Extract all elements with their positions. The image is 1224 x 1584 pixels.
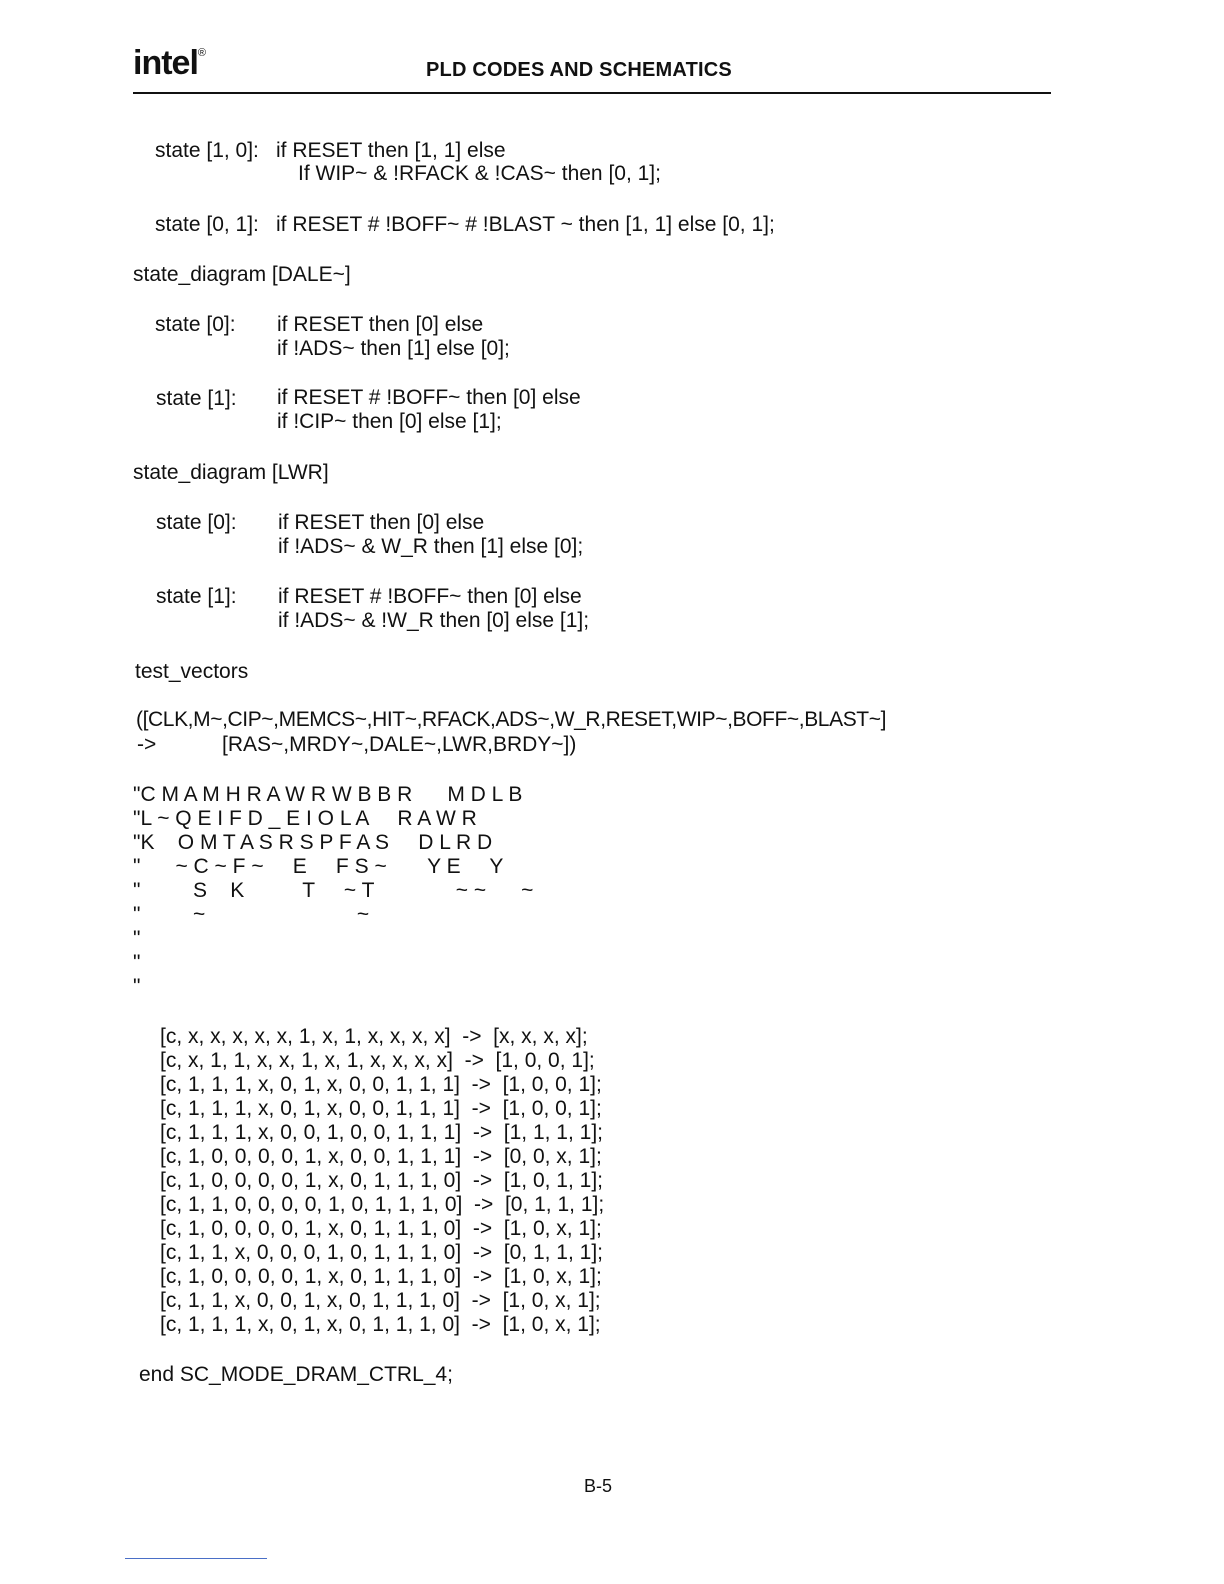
vector-row: [c, x, 1, 1, x, x, 1, x, 1, x, x, x, x] -> [1, 0, 0, 1]; <box>160 1049 595 1072</box>
state-diagram-heading: state_diagram [DALE~] <box>133 263 351 286</box>
vector-row: [c, 1, 1, 1, x, 0, 1, x, 0, 0, 1, 1, 1] -> [1, 0, 0, 1]; <box>160 1073 602 1096</box>
header-rule <box>133 92 1051 94</box>
state-code-line: if !ADS~ & W_R then [1] else [0]; <box>278 535 584 558</box>
comment-line: "C M A M H R A W R W B B R M D L B <box>133 783 523 806</box>
state-code-line: if RESET # !BOFF~ then [0] else <box>278 585 582 608</box>
signal-list-line: ([CLK,M~,CIP~,MEMCS~,HIT~,RFACK,ADS~,W_R,RESET,WIP~,BOFF~,BLAST~] <box>136 708 887 731</box>
test-vectors-heading: test_vectors <box>135 660 249 683</box>
comment-line: "K O M T A S R S P F A S D L R D <box>133 831 493 854</box>
state-label: state [0]: <box>155 313 236 336</box>
vector-row: [c, 1, 1, 0, 0, 0, 0, 1, 0, 1, 1, 1, 0] -> [0, 1, 1, 1]; <box>160 1193 605 1216</box>
comment-line: " <box>133 975 141 998</box>
vector-row: [c, 1, 1, 1, x, 0, 1, x, 0, 0, 1, 1, 1] -> [1, 0, 0, 1]; <box>160 1097 602 1120</box>
state-code-line: if !ADS~ then [1] else [0]; <box>277 337 510 360</box>
vector-row: [c, 1, 0, 0, 0, 0, 1, x, 0, 0, 1, 1, 1] -> [0, 0, x, 1]; <box>160 1145 602 1168</box>
state-code-line: if !CIP~ then [0] else [1]; <box>277 410 502 433</box>
state-diagram-heading: state_diagram [LWR] <box>133 461 329 484</box>
vector-row: [c, 1, 0, 0, 0, 0, 1, x, 0, 1, 1, 1, 0] -> [1, 0, 1, 1]; <box>160 1169 603 1192</box>
state-label: state [0]: <box>156 511 237 534</box>
state-code-line: if !ADS~ & !W_R then [0] else [1]; <box>278 609 590 632</box>
comment-line: " ~ C ~ F ~ E F S ~ Y E Y <box>133 855 504 878</box>
intel-logo: intel® <box>133 44 206 82</box>
signal-list-line: [RAS~,MRDY~,DALE~,LWR,BRDY~]) <box>222 733 577 756</box>
end-statement: end SC_MODE_DRAM_CTRL_4; <box>139 1363 453 1386</box>
state-label: state [1, 0]: <box>155 139 259 162</box>
page-number: B-5 <box>584 1476 613 1496</box>
vector-row: [c, 1, 1, 1, x, 0, 1, x, 0, 1, 1, 1, 0] -> [1, 0, x, 1]; <box>160 1313 601 1336</box>
signal-arrow: -> <box>137 733 157 756</box>
comment-line: " S K T ~ T ~ ~ ~ <box>133 879 534 902</box>
state-label: state [1]: <box>156 387 237 410</box>
vector-row: [c, 1, 1, 1, x, 0, 0, 1, 0, 0, 1, 1, 1] -> [1, 1, 1, 1]; <box>160 1121 603 1144</box>
footer-rule <box>125 1558 267 1559</box>
vector-row: [c, x, x, x, x, x, 1, x, 1, x, x, x, x] -> [x, x, x, x]; <box>160 1025 588 1048</box>
state-code-line: if RESET then [0] else <box>277 313 484 336</box>
state-code-line: if RESET # !BOFF~ then [0] else <box>277 386 581 409</box>
comment-line: "L ~ Q E I F D _ E I O L A R A W R <box>133 807 477 830</box>
vector-row: [c, 1, 1, x, 0, 0, 1, x, 0, 1, 1, 1, 0] -> [1, 0, x, 1]; <box>160 1289 601 1312</box>
page-header-title: PLD CODES AND SCHEMATICS <box>426 59 732 81</box>
state-code-line: if RESET then [0] else <box>278 511 485 534</box>
state-code-line: If WIP~ & !RFACK & !CAS~ then [0, 1]; <box>298 162 661 185</box>
vector-row: [c, 1, 0, 0, 0, 0, 1, x, 0, 1, 1, 1, 0] -> [1, 0, x, 1]; <box>160 1217 602 1240</box>
comment-line: " ~ ~ <box>133 903 370 926</box>
state-label: state [0, 1]: <box>155 213 259 236</box>
comment-line: " <box>133 951 141 974</box>
state-code-line: if RESET then [1, 1] else <box>276 139 506 162</box>
vector-row: [c, 1, 1, x, 0, 0, 0, 1, 0, 1, 1, 1, 0] -> [0, 1, 1, 1]; <box>160 1241 603 1264</box>
vector-row: [c, 1, 0, 0, 0, 0, 1, x, 0, 1, 1, 1, 0] -> [1, 0, x, 1]; <box>160 1265 602 1288</box>
state-label: state [1]: <box>156 585 237 608</box>
comment-line: " <box>133 927 141 950</box>
state-code-line: if RESET # !BOFF~ # !BLAST ~ then [1, 1] else [0, 1]; <box>276 213 775 236</box>
